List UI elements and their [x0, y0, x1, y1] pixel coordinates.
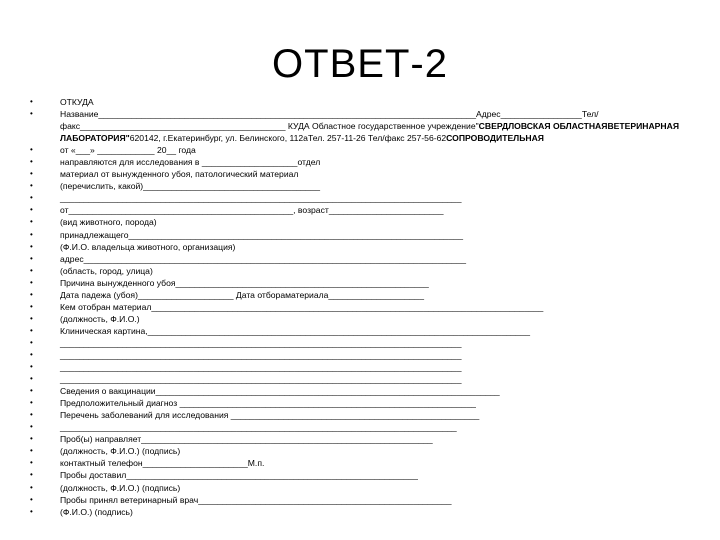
- line-text: от_______________________________________________, возраст________________________: [60, 205, 444, 216]
- bullet-icon: •: [30, 301, 33, 311]
- sender-fields: Название_______________________________________________________________________________Адрес_________________Тел/факс___________________________________________: [60, 109, 599, 132]
- form-line: [30, 325, 700, 337]
- bullet-icon: •: [30, 145, 33, 155]
- form-line: [30, 265, 700, 277]
- line-text: Сведения о вакцинации________________________________________________________________________: [60, 386, 500, 397]
- line-text: ___________________________________________________________________________________: [60, 422, 457, 433]
- bullet-icon: •: [30, 193, 33, 203]
- bullet-icon: •: [30, 422, 33, 432]
- bullet-icon: •: [30, 337, 33, 347]
- form-line: [30, 204, 700, 216]
- bullet-icon: •: [30, 253, 33, 263]
- form-line: [30, 421, 700, 433]
- line-text: (перечислить, какой)_____________________________________: [60, 181, 321, 192]
- bullet-icon: •: [30, 374, 33, 384]
- bullet-icon: •: [30, 169, 33, 179]
- bullet-icon: •: [30, 313, 33, 323]
- recipient-label: КУДА Областное государственное учреждение": [287, 121, 479, 132]
- line-text: ____________________________________________________________________________________: [60, 374, 462, 385]
- bullet-icon: •: [30, 386, 33, 396]
- form-line: [30, 409, 700, 421]
- line-text: (область, город, улица): [60, 265, 153, 276]
- form-line: [30, 506, 700, 518]
- line-text: (должность, Ф.И.О.) (подпись): [60, 482, 181, 493]
- bullet-icon: •: [30, 410, 33, 420]
- line-text: Перечень заболеваний для исследования ____________________________________________________: [60, 410, 480, 421]
- referral-form: [30, 96, 700, 518]
- bullet-icon: •: [30, 289, 33, 299]
- line-text: Клиническая картина,________________________________________________________________________________: [60, 325, 531, 336]
- slide-title: ОТВЕТ-2: [272, 42, 448, 86]
- line-text: (должность, Ф.И.О.) (подпись): [60, 446, 181, 457]
- line-text: (Ф.И.О.) (подпись): [60, 506, 133, 517]
- form-line: [30, 156, 700, 168]
- bullet-icon: •: [30, 205, 33, 215]
- bullet-icon: •: [30, 458, 33, 468]
- form-line: [30, 96, 700, 108]
- bullet-icon: •: [30, 349, 33, 359]
- form-line: [30, 277, 700, 289]
- form-line: [30, 469, 700, 481]
- bullet-icon: •: [30, 482, 33, 492]
- form-line: [30, 397, 700, 409]
- line-text: Причина вынужденного убоя_____________________________________________________: [60, 277, 429, 288]
- form-line: [30, 361, 700, 373]
- line-text: (должность, Ф.И.О.): [60, 313, 140, 324]
- laboratory-name: СВЕРДЛОВСКАЯ ОБЛАСТНАЯВЕТЕРИНАРНАЯ ЛАБОРАТОРИЯ": [60, 121, 680, 144]
- form-line: [30, 349, 700, 361]
- bullet-icon: •: [30, 398, 33, 408]
- form-line: [30, 180, 700, 192]
- form-line: [30, 168, 700, 180]
- document-type: СОПРОВОДИТЕЛЬНАЯ: [446, 133, 544, 144]
- form-line: [30, 216, 700, 228]
- form-line: [30, 457, 700, 469]
- form-line: [30, 241, 700, 253]
- form-line: [30, 144, 700, 156]
- line-text: Пробы принял ветеринарный врач_____________________________________________________: [60, 494, 452, 505]
- bullet-icon: •: [30, 506, 33, 516]
- line-text: ОТКУДА: [60, 97, 94, 107]
- form-line: [30, 445, 700, 457]
- line-text: от «___» ____________ 20__ года: [60, 145, 196, 156]
- laboratory-address: 620142, г.Екатеринбург, ул. Белинского, 112аТел. 257-11-26 Тел/факс 257-56-62: [129, 133, 447, 144]
- bullet-icon: •: [30, 362, 33, 372]
- form-line: [30, 337, 700, 349]
- line-text: материал от вынужденного убоя, патологический материал: [60, 169, 299, 180]
- form-line: [30, 494, 700, 506]
- bullet-icon: •: [30, 181, 33, 191]
- form-line: [30, 313, 700, 325]
- form-line: [30, 373, 700, 385]
- form-line: [30, 482, 700, 494]
- line-text: Предположительный диагноз ______________________________________________________________: [60, 398, 476, 409]
- line-text: Дата падежа (убоя)____________________ Дата отбораматериала____________________: [60, 289, 424, 300]
- form-line: [30, 301, 700, 313]
- line-text: ____________________________________________________________________________________: [60, 337, 462, 348]
- form-line: [30, 385, 700, 397]
- bullet-icon: •: [30, 217, 33, 227]
- bullet-icon: •: [30, 109, 33, 119]
- line-text: Кем отобран материал__________________________________________________________________________________: [60, 301, 544, 312]
- line-text: контактный телефон______________________М.п.: [60, 458, 265, 469]
- line-text: ____________________________________________________________________________________: [60, 349, 462, 360]
- form-line: [30, 229, 700, 241]
- bullet-icon: •: [30, 241, 33, 251]
- form-line: [30, 289, 700, 301]
- line-text: принадлежащего______________________________________________________________________: [60, 229, 464, 240]
- form-line: [30, 433, 700, 445]
- bullet-icon: •: [30, 494, 33, 504]
- bullet-icon: •: [30, 229, 33, 239]
- line-text: Пробы доставил_____________________________________________________________: [60, 470, 418, 481]
- form-line: [30, 108, 700, 144]
- form-line: [30, 192, 700, 204]
- line-text: адрес________________________________________________________________________________: [60, 253, 467, 264]
- bullet-icon: •: [30, 277, 33, 287]
- bullet-icon: •: [30, 157, 33, 167]
- line-text: (Ф.И.О. владельца животного, организация): [60, 241, 236, 252]
- bullet-icon: •: [30, 434, 33, 444]
- bullet-icon: •: [30, 446, 33, 456]
- bullet-icon: •: [30, 265, 33, 275]
- bullet-icon: •: [30, 325, 33, 335]
- line-text: (вид животного, порода): [60, 217, 157, 228]
- bullet-icon: •: [30, 97, 33, 106]
- line-text: направляются для исследования в ____________________отдел: [60, 157, 321, 168]
- bullet-icon: •: [30, 470, 33, 480]
- line-text: ____________________________________________________________________________________: [60, 362, 462, 373]
- form-line: [30, 253, 700, 265]
- line-text: Проб(ы) направляет_____________________________________________________________: [60, 434, 433, 445]
- line-text: ____________________________________________________________________________________: [60, 193, 462, 204]
